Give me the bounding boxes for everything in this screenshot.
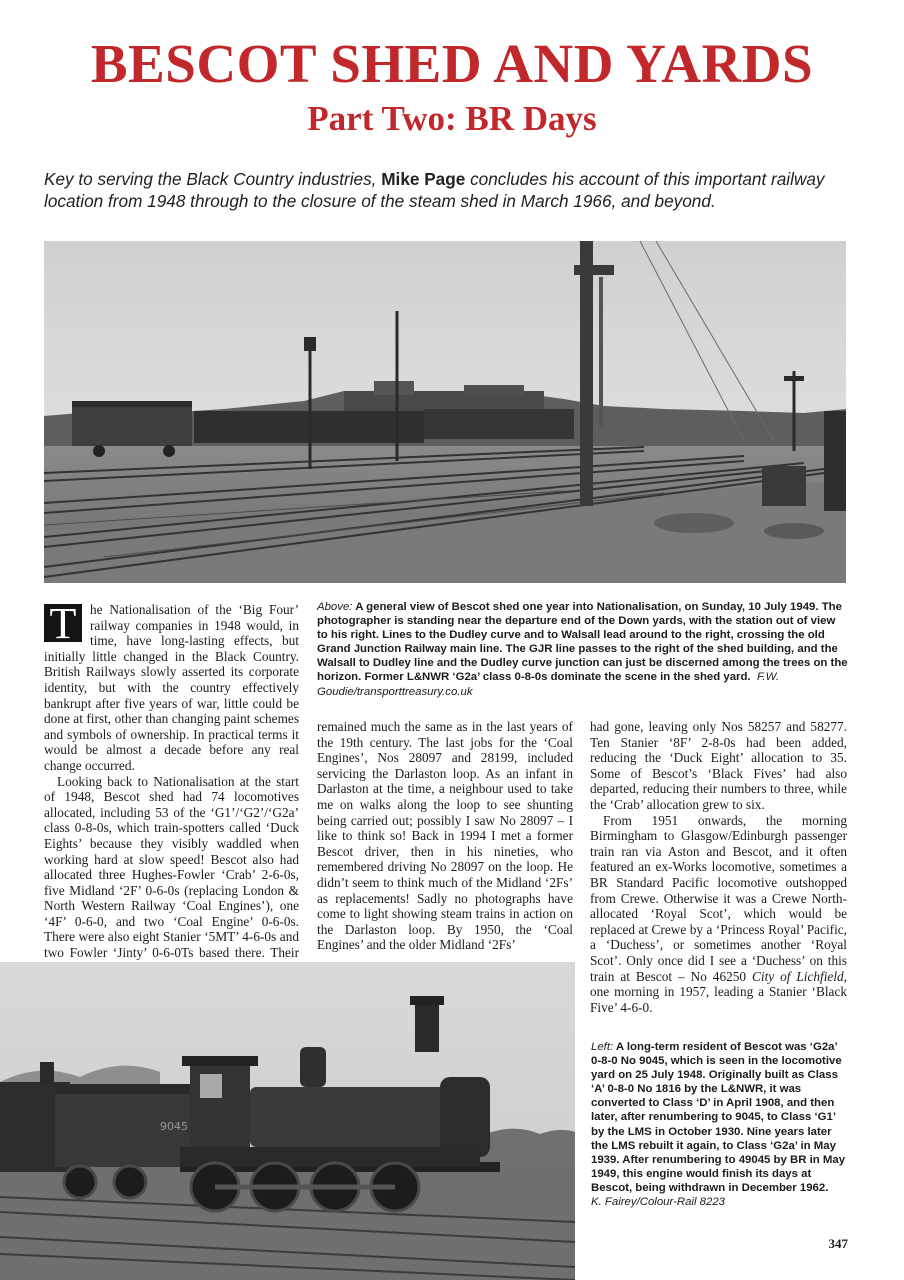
loco-name: City of Lichfield, (752, 968, 847, 984)
locomotive-illustration (0, 962, 575, 1280)
paragraph-2: Looking back to Nationalisation at the start of 1948, Bescot shed had 74 locomotives allocated, including 53 of the ‘G1’/‘G2’/‘G2a’ class 0-8-0s, which train-spotters called ‘Duck Eights’ because they visibly waddled when working hard at slow speed! Bescot also had allocated three Hughes-Fowler ‘Crab’ 2-6-0s, five Midland ‘2F’ 0-6-0s (replacing London & North Western Railway ‘Coal Engines’), one ‘4F’ 0-6-0, and two ‘Coal Engine’ 0-6-0s. There were also eight Stanier ‘5MT’ 4-6-0s and two Fowler ‘Jinty’ 0-6-0Ts based there. Their (44, 773, 299, 961)
caption-top-photo (317, 600, 849, 699)
photo-credit: K. Fairey/Colour-Rail 8223 (591, 1196, 726, 1209)
photo-credit: F.W. Goudie/transporttreasury.co.uk (317, 671, 780, 698)
paragraph-5-end: one morning in 1957, leading a Stanier ‘Black Five’ 4-6-0. (590, 984, 847, 1015)
drop-cap: T (44, 604, 82, 642)
body-column-1 (44, 599, 299, 976)
paragraph-4: had gone, leaving only Nos 58257 and 58277. Ten Stanier ‘8F’ 2-8-0s had been added, reducing the ‘Duck Eight’ allocation to 35. Some of Bescot’s ‘Black Fives’ had also departed, reducing their numbers to three, while the ‘Crab’ allocation grew to six. (590, 719, 847, 812)
caption-body: A general view of Bescot shed one year into Nationalisation, on Sunday, 10 July 1949. The photographer is standing near the departure end of the Down yards, with the station out of view to his right. Lines to the Dudley curve and to Walsall lead around to the right, crossing the old Grand Junction Railway main line. The GJR line passes to the right of the shed building, and the Walsall to Dudley line and the Dudley curve junction can just be discerned among the trees on the horizon. Former L&NWR ‘G2a’ class 0-8-0s dominate the scene in the shed yard. (317, 601, 848, 684)
paragraph-5 (590, 813, 847, 1016)
author-name: Mike Page (381, 169, 466, 189)
caption-lead: Left: (591, 1041, 614, 1053)
paragraph-1: he Nationalisation of the ‘Big Four’ railway companies in 1948 would, in time, have long-lasting effects, but initially little changed in the Black Country. British Railways slowly asserted its corporate identity, but with the country effectively bankrupt after five years of war, little could be done at first, other than changing paint schemes and symbols of ownership. In practical terms it would be almost a decade before any real change occurred. (44, 602, 299, 773)
shed-yard-illustration (44, 241, 846, 583)
caption-lead: Above: (317, 601, 353, 613)
standfirst (44, 168, 864, 212)
body-column-3 (590, 719, 847, 1015)
paragraph-5-start: From 1951 onwards, the morning Birmingham to Glasgow/Edinburgh passenger train ran via Aston and Bescot, and it often featured an ex-Works locomotive, sometimes a BR Standard Pacific locomotive outshopped from Crewe. Otherwise it was a Crewe North-allocated ‘Royal Scot’, which would be replaced at Crewe by a ‘Princess Royal’ Pacific, a ‘Duchess’, or sometimes another ‘Royal Scot’. Only once did I see a ‘Duchess’ on this train at Bescot – No 46250 (590, 812, 847, 984)
paragraph-3: remained much the same as in the last years of the 19th century. The last jobs for the ‘Coal Engines’, Nos 28097 and 28199, included servicing the Darlaston loop. As an infant in Darlaston at the time, a neighbour used to take me on walks along the loop to see shunting being carried out; possibly I saw No 28097 – I like to think so! Back in 1994 I met a former Bescot driver, then in his nineties, who remembered driving No 28097 on the loop. He didn’t seem to think much of the Midland ‘2Fs’ as replacements! Sadly no photographs have come to light showing steam trains in action on the Darlaston loop. By 1950, the ‘Coal Engines’ and the older Midland ‘2Fs’ (317, 719, 573, 953)
standfirst-intro: Key to serving the Black Country industries, (44, 169, 382, 189)
photo-locomotive-9045 (0, 962, 575, 1280)
page-number: 347 (828, 1236, 848, 1251)
caption-body: A long-term resident of Bescot was ‘G2a’ 0-8-0 No 9045, which is seen in the locomotive yard on 25 July 1948. Originally built as Class ‘A’ 0-8-0 No 1816 by the L&NWR, it was converted to Class ‘D’ in April 1908, and then later, after renumbering to 9045, to Class ‘G1’ by the LMS in October 1930. Nine years later the LMS rebuilt it again, to Class ‘G2a’ in May 1939. After renumbering to 49045 by BR in May 1949, this engine would finish its days at Bescot, being withdrawn in December 1962. (591, 1041, 846, 1194)
standfirst-rest: concludes his account of this important railway location from 1948 through to the closure of the steam shed in March 1966, and beyond. (44, 169, 825, 211)
body-column-2 (317, 719, 573, 953)
svg-text:9045: 9045 (160, 1120, 188, 1133)
article-title: BESCOT SHED AND YARDS (90, 33, 814, 94)
article-subtitle: Part Two: BR Days (307, 99, 597, 138)
photo-shed-general-view (44, 241, 846, 583)
caption-locomotive-photo (591, 1040, 849, 1209)
